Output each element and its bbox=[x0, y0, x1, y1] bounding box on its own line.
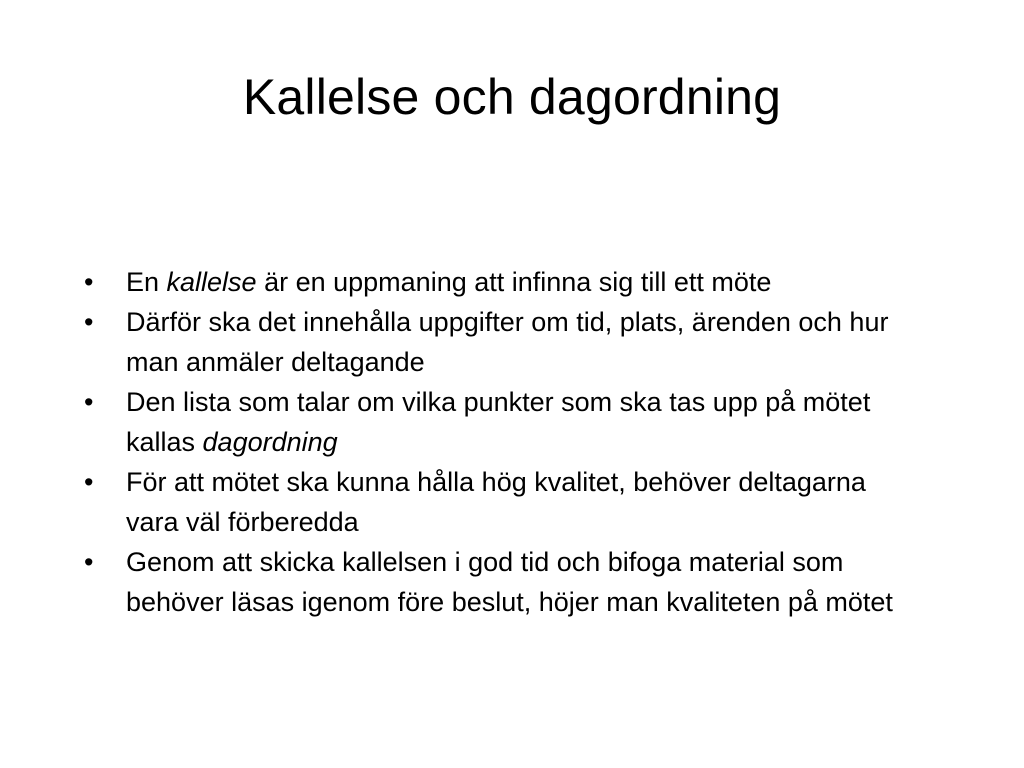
bullet-text: För att mötet ska kunna hålla hög kvalitet, behöver deltagarna vara väl förberedda bbox=[126, 467, 866, 537]
bullet-icon: • bbox=[84, 267, 94, 297]
slide-title: Kallelse och dagordning bbox=[242, 69, 782, 125]
bullet-icon: • bbox=[84, 467, 94, 497]
bullet-list bbox=[84, 262, 924, 622]
bullet-text: Den lista som talar om vilka punkter som ska tas upp på mötet kallas bbox=[126, 387, 871, 457]
bullet-text: Genom att skicka kallelsen i god tid och bifoga material som behöver läsas igenom före beslut, höjer man kvaliteten på mötet bbox=[126, 547, 893, 617]
bullet-text-italic: kallelse bbox=[166, 267, 257, 297]
list-item bbox=[84, 302, 924, 382]
bullet-text: är en uppmaning att infinna sig till ett möte bbox=[256, 267, 772, 297]
bullet-text-italic: dagordning bbox=[202, 427, 338, 457]
bullet-text: En bbox=[126, 267, 167, 297]
list-item bbox=[84, 542, 924, 622]
list-item bbox=[84, 462, 924, 542]
list-item bbox=[84, 262, 924, 302]
bullet-text: Därför ska det innehålla uppgifter om tid, plats, ärenden och hur man anmäler deltagande bbox=[126, 307, 889, 377]
bullet-icon: • bbox=[84, 547, 94, 577]
bullet-icon: • bbox=[84, 307, 94, 337]
list-item bbox=[84, 382, 924, 462]
bullet-icon: • bbox=[84, 387, 94, 417]
